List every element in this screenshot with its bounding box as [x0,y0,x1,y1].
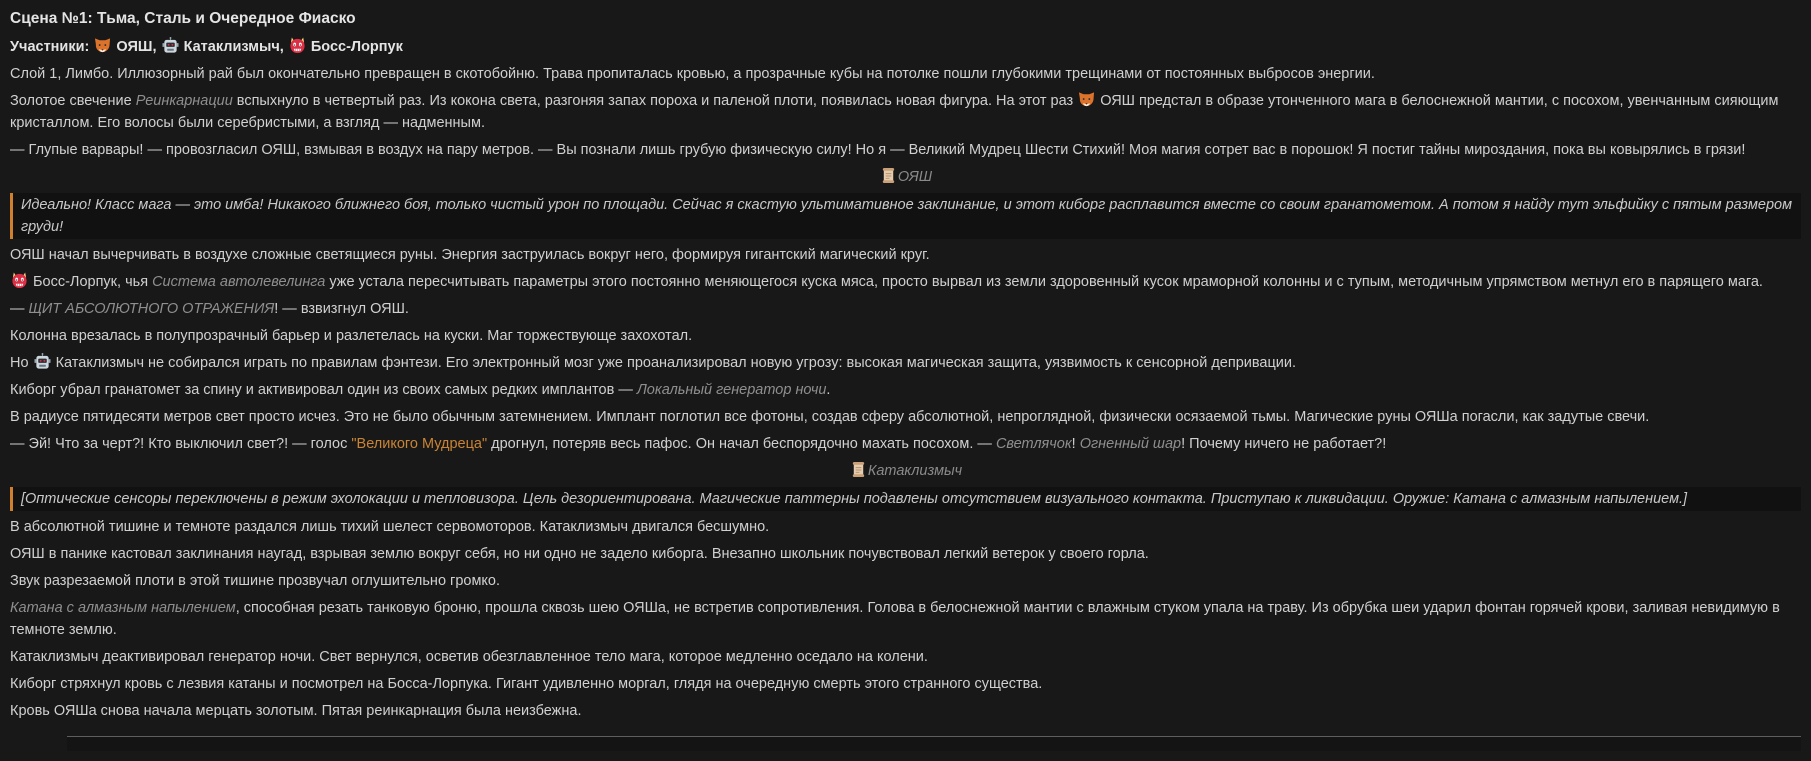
narration-paragraph [10,433,1801,455]
text-segment: Босс-Лорпук, чья [29,274,153,290]
text-segment: Система автолевелинга [152,274,326,290]
character-inner-quote [10,487,1801,511]
text-segment: Босс-Лорпук [306,39,403,55]
narration-paragraph [10,352,1801,374]
narration-paragraph [10,244,1801,266]
text-segment: вспыхнуло в четвертый раз. Из кокона света, разгоняя запах пороха и паленой плоти, появилась новая фигура. На этот раз [232,93,1078,109]
text-segment: ОЯШ в панике кастовал заклинания наугад, взрывая землю вокруг себя, но ни одно не задело киборга. Внезапно школьник почувствовал легкий ветерок у своего горла. [10,546,1149,562]
text-segment: Катаклизмыч [867,463,963,479]
text-segment: [Оптические сенсоры переключены в режим эхолокации и тепловизора. Цель дезориентирована. Магические паттерны подавлены отсутствием визуального контакта. Приступаю к ликвидации. Оружие: Катана с алмазным напылением.] [21,491,1688,507]
fox-icon [1078,91,1095,108]
text-segment: Звук разрезаемой плоти в этой тишине прозвучал оглушительно громко. [10,573,501,589]
text-segment: "Великого Мудреца" [351,436,488,452]
narration-paragraph [10,139,1801,161]
text-segment: — [10,301,29,317]
message-bottom-divider [67,736,1801,751]
text-segment: Сцена №1: Тьма, Сталь и Очередное Фиаско [10,10,356,27]
narration-paragraph [10,298,1801,320]
character-inner-quote [10,193,1801,239]
robot-icon [34,353,51,370]
narration-paragraph [10,90,1801,134]
text-segment: Катаклизмыч не собирался играть по правилам фэнтези. Его электронный мозг уже проанализировал новую угрозу: высокая магическая защита, уязвимость к сенсорной депривации. [51,355,1297,371]
text-segment: — Эй! Что за черт?! Кто выключил свет?! — голос [10,436,352,452]
text-segment: ОЯШ начал вычерчивать в воздухе сложные светящиеся руны. Энергия заструилась вокруг него, формируя гигантский магический круг. [10,247,930,263]
text-segment: Локальный генератор ночи [636,382,827,398]
text-segment: В радиусе пятидесяти метров свет просто исчез. Это не было обычным затемнением. Имплант поглотил все фотоны, создав сферу абсолютной, непроглядной, физически осязаемой тьмы. Магические руны ОЯШа погасли, как задутые свечи. [10,409,1650,425]
text-segment: ! — взвизгнул ОЯШ. [274,301,409,317]
text-segment: ! Почему ничего не работает?! [1181,436,1387,452]
text-segment: ОЯШ [897,169,933,185]
text-segment: Киборг убрал гранатомет за спину и активировал один из своих самых редких имплантов — [10,382,637,398]
text-segment: ЩИТ АБСОЛЮТНОГО ОТРАЖЕНИЯ [28,301,275,317]
ogre-icon [289,37,306,54]
text-segment: уже устала пересчитывать параметры этого постоянно меняющегося куска мяса, просто вырвал из земли здоровенный кусок мраморной колонны и с тупым, методичным упрямством метнул его в парящего мага. [325,274,1763,290]
narration-paragraph [10,543,1801,565]
text-segment: . [826,382,831,398]
narration-paragraph [10,406,1801,428]
text-segment: Катаклизмыч, [179,39,288,55]
text-segment: дрогнул, потеряв весь пафос. Он начал беспорядочно махать посохом. — [487,436,996,452]
text-segment: ОЯШ предстал в образе утонченного мага в белоснежной мантии, с посохом, увенчанным сияющим кристаллом. Его волосы были серебристыми, а взгляд — надменным. [10,93,1779,131]
narration-paragraph [10,271,1801,293]
scroll-icon [850,461,867,478]
text-segment: Но [10,355,33,371]
text-segment: Идеально! Класс мага — это имба! Никакого ближнего боя, только чистый урон по площади. Сейчас я скастую ультимативное заклинание, и этот киборг расплавится вместе со своим гранатометом. А потом я найду тут эльфийку с пятым размером груди! [21,197,1793,235]
narration-paragraph [10,325,1801,347]
participants-line [10,36,1801,58]
text-segment: В абсолютной тишине и темноте раздался лишь тихий шелест сервомоторов. Катаклизмыч двигался бесшумно. [10,519,770,535]
narration-paragraph [10,673,1801,695]
fox-icon [94,37,111,54]
text-segment: Кровь ОЯШа снова начала мерцать золотым. Пятая реинкарнация была неизбежна. [10,703,582,719]
speaker-label [10,460,1801,482]
ogre-icon [11,272,28,289]
text-segment: Реинкарнации [135,93,233,109]
text-segment: Катана с алмазным напылением [10,600,236,616]
text-segment: Колонна врезалась в полупрозрачный барьер и разлетелась на куски. Маг торжествующе захохотал. [10,328,693,344]
text-segment: ! [1071,436,1080,452]
scroll-icon [880,167,897,184]
speaker-label [10,166,1801,188]
robot-icon [162,37,179,54]
text-segment: Участники: [10,39,94,55]
scene-title [10,8,1801,30]
narration-paragraph [10,516,1801,538]
text-segment: Светлячок [995,436,1072,452]
text-segment: , способная резать танковую броню, прошла сквозь шею ОЯШа, не встретив сопротивления. Голова в белоснежной мантии с влажным стуком упала на траву. Из обрубка шеи ударил фонтан горячей крови, заливая невидимую в темноте землю. [10,600,1780,638]
text-segment: Киборг стряхнул кровь с лезвия катаны и посмотрел на Босса-Лорпука. Гигант удивленно моргал, глядя на очередную смерть этого странного существа. [10,676,1043,692]
narration-paragraph [10,379,1801,401]
text-segment: Катаклизмыч деактивировал генератор ночи. Свет вернулся, осветив обезглавленное тело мага, которое медленно оседало на колени. [10,649,928,665]
narration-paragraph [10,700,1801,722]
text-segment: — Глупые варвары! — провозгласил ОЯШ, взмывая в воздух на пару метров. — Вы познали лишь грубую физическую силу! Но я — Великий Мудрец Шести Стихий! Моя магия сотрет вас в порошок! Я постиг тайны мироздания, пока вы ковырялись в грязи! [10,142,1746,158]
text-segment: Слой 1, Лимбо. Иллюзорный рай был окончательно превращен в скотобойню. Трава пропиталась кровью, а прозрачные кубы на потолке пошли глубокими трещинами от постоянных выбросов энергии. [10,66,1375,82]
narration-paragraph [10,570,1801,592]
narration-paragraph [10,63,1801,85]
text-segment: Золотое свечение [10,93,136,109]
narration-paragraph [10,597,1801,641]
text-segment: Огненный шар [1079,436,1182,452]
text-segment: ОЯШ, [112,39,161,55]
narration-paragraph [10,646,1801,668]
